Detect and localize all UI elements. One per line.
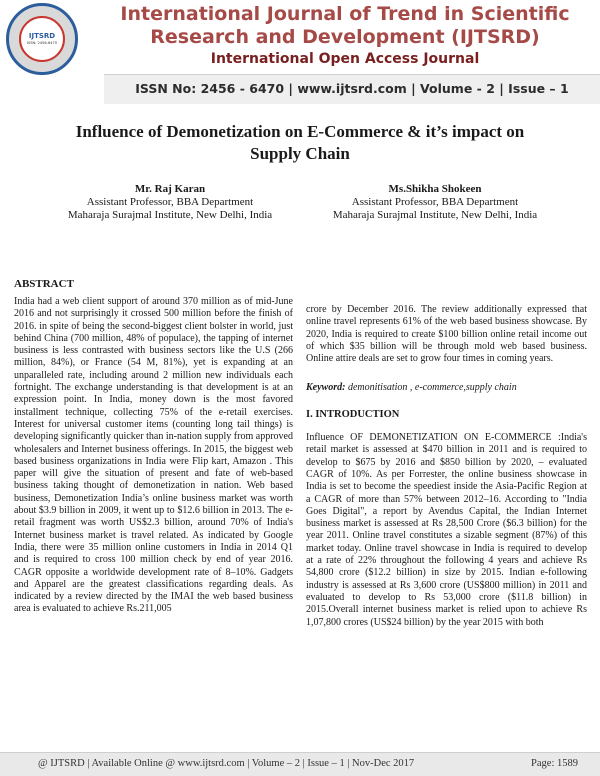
journal-subtitle: International Open Access Journal	[210, 51, 480, 67]
author-affiliation: Maharaja Surajmal Institute, New Delhi, India	[332, 209, 538, 221]
page-footer	[0, 752, 600, 776]
journal-title: International Journal of Trend in Scientific Research and Development (IJTSRD)	[120, 3, 570, 48]
author-name: Mr. Raj Karan	[134, 183, 206, 195]
seal-issn: ISSN: 2456-6470	[26, 40, 58, 45]
introduction-heading: I. INTRODUCTION	[306, 408, 400, 420]
issn-bar: ISSN No: 2456 - 6470 | www.ijtsrd.com | Volume - 2 | Issue – 1	[104, 74, 600, 104]
journal-banner	[0, 0, 600, 103]
journal-seal-logo	[6, 3, 78, 75]
author-name: Ms.Shikha Shokeen	[388, 183, 482, 195]
keywords-text: demonitisation , e-commerce,supply chain	[345, 382, 517, 394]
seal-mark: IJTSRD	[28, 31, 56, 40]
page-number: Page: 1589	[531, 758, 578, 769]
author-affiliation: Maharaja Surajmal Institute, New Delhi, India	[67, 209, 273, 221]
abstract-heading: ABSTRACT	[14, 278, 74, 290]
right-column	[306, 304, 587, 742]
author-role: Assistant Professor, BBA Department	[351, 196, 519, 208]
left-column	[14, 296, 293, 742]
paper-title: Influence of Demonetization on E-Commerce & it’s impact on Supply Chain	[75, 122, 525, 163]
keywords-label: Keyword:	[306, 382, 346, 394]
author-block-2	[295, 183, 575, 222]
introduction-paragraph: Influence OF DEMONETIZATION ON E-COMMERCE :India's retail market is assessed at $470 billion in 2011 and is required to develop to $675 by 2016 and $850 billion by 2020, – evaluated CAGR of 10%. As per Forrester, the online business showcase in India is set to become the speediest inside the Asia-Pacific Region at a CAGR of more than 57% between 2012–16. According to "India Goes Digital", a report by Avendus Capital, the Indian Internet business market is assessed at Rs 28,500 Crore ($6.3 billion) for the year 2011. Online travel constitutes a sizable segment (87%) of this market today. Online travel showcase in India is required to develop at a rate of 22% throughout the following 4 years and achieve Rs 54,800 crore ($12.2 billion) in size by 2015. Indian e-following industry is assessed at Rs 3,600 crore (US$800 million) in 2011 and evaluated to develop to Rs 53,000 crore ($11.8 billion) in 2015.Overall internet business market is relied upon to achieve Rs 1,07,800 crores (US$24 billion) by the year 2015 with both	[306, 432, 587, 628]
author-role: Assistant Professor, BBA Department	[86, 196, 254, 208]
footer-citation: @ IJTSRD | Available Online @ www.ijtsrd.com | Volume – 2 | Issue – 1 | Nov-Dec 2017	[38, 758, 415, 769]
seal-center	[19, 16, 65, 62]
abstract-paragraph: India had a web client support of around 370 million as of mid-June 2016 and not surprisingly it crossed 500 million before the finish of 2016. in spite of being the second-biggest client bolster in world, just behind China (700 million, 48% of populace), the tapping of internet business is less contrasted with business sectors like the U.S (266 million, 84%), or France (54 M, 81%), yet is expanding at an unparalleled rate, including around 2 million new individuals each fortnight. The exchange understanding is that development is at an expression point. In India, money down is the most favored installment technique, collecting 75% of the e-retail exercises. Interest for universal customer items (counting long tail things) is developing significantly quicker than in-nation supply from approved wholesalers and Internet business offerings. In 2015, the biggest web based business organizations in India were Flip kart, Amazon . This paper will give the situation of present and fate of web-based business taking thought of demonetization in nation. Web based business, Demonetization India’s online business market was worth about $3.9 billion in 2009, it went up to $12.6 billion in 2013. The e-retail fragment was worth US$2.3 billion, around 70% of India's Internet business market is travel related. As indicated by Google India, there were 35 million online customers in India in 2014 Q1 and is required to cross 100 million check by end of year 2016. CAGR opposite a worldwide development rate of 8–10%. Gadgets and Apparel are the greatest classifications regarding deals. As indicated by a review directed by the IMAI the web based business area is evaluated to achieve Rs.211,005	[14, 296, 293, 615]
abstract-continuation: crore by December 2016. The review additionally expressed that online travel represents 61% of the web based business showcase. By 2020, India is required to create $100 billion online retail income out of which $35 billion will be through mold web based business. Online attire deals are set to grow four times in coming years.	[306, 304, 587, 365]
author-block-1	[30, 183, 310, 222]
keywords-line	[306, 382, 587, 394]
